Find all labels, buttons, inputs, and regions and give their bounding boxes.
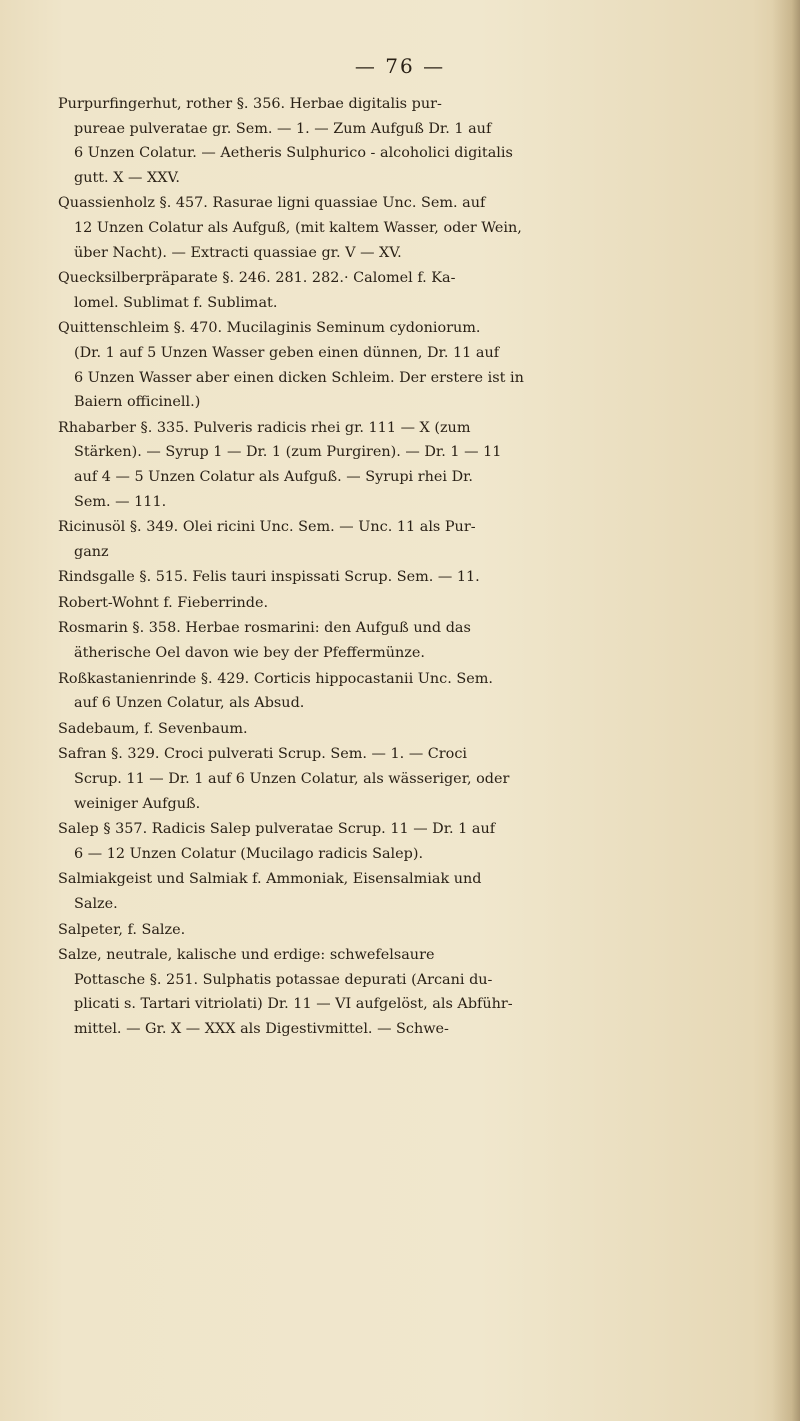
entry-line: weiniger Aufguß. — [74, 795, 201, 812]
entry-line: 12 Unzen Colatur als Aufguß, (mit kaltem Wasser, oder Wein, — [74, 219, 522, 236]
entry-line: pureae pulveratae gr. Sem. — 1. — Zum Aufguß Dr. 1 auf — [74, 120, 492, 137]
index-entry — [58, 266, 748, 315]
entry-line: Rhabarber §. 335. Pulveris radicis rhei gr. 111 — X (zum — [58, 419, 471, 436]
index-text — [58, 92, 748, 1043]
index-entry — [58, 742, 748, 816]
index-entry — [58, 918, 748, 943]
entry-line: mittel. — Gr. X — XXX als Digestivmittel. — Schwe- — [74, 1020, 449, 1037]
entry-line: Sem. — 111. — [74, 493, 167, 510]
entry-line: Quecksilberpräparate §. 246. 281. 282.· Calomel f. Ka- — [58, 270, 456, 287]
entry-line: Robert-Wohnt f. Fieberrinde. — [58, 594, 269, 611]
entry-line: 6 — 12 Unzen Colatur (Mucilago radicis Salep). — [74, 845, 424, 862]
entry-line: Scrup. 11 — Dr. 1 auf 6 Unzen Colatur, als wässeriger, oder — [74, 771, 510, 788]
entry-line: plicati s. Tartari vitriolati) Dr. 11 — VI aufgelöst, als Abführ- — [74, 996, 513, 1013]
entry-line: Sadebaum, f. Sevenbaum. — [58, 720, 248, 737]
entry-line: Rosmarin §. 358. Herbae rosmarini: den Aufguß und das — [58, 620, 471, 637]
entry-line: Ricinusöl §. 349. Olei ricini Unc. Sem. — Unc. 11 als Pur- — [58, 519, 476, 536]
entry-line: ganz — [74, 543, 109, 560]
entry-line: Roßkastanienrinde §. 429. Corticis hippocastanii Unc. Sem. — [58, 670, 493, 687]
index-entry — [58, 591, 748, 616]
index-entry — [58, 867, 748, 916]
index-entry — [58, 616, 748, 665]
index-entry — [58, 416, 748, 514]
entry-line: auf 6 Unzen Colatur, als Absud. — [74, 695, 305, 712]
entry-line: Pottasche §. 251. Sulphatis potassae depurati (Arcani du- — [74, 971, 493, 988]
entry-line: Salpeter, f. Salze. — [58, 921, 186, 938]
entry-line: 6 Unzen Wasser aber einen dicken Schleim. Der erstere ist in — [74, 369, 524, 386]
index-entry — [58, 667, 748, 716]
entry-line: (Dr. 1 auf 5 Unzen Wasser geben einen dünnen, Dr. 11 auf — [74, 344, 500, 361]
entry-line: 6 Unzen Colatur. — Aetheris Sulphurico - alcoholici digitalis — [74, 145, 513, 162]
entry-line: gutt. X — XXV. — [74, 169, 180, 186]
index-entry — [58, 817, 748, 866]
entry-line: Salze, neutrale, kalische und erdige: schwefelsaure — [58, 947, 435, 964]
index-entry — [58, 515, 748, 564]
index-entry — [58, 92, 748, 190]
index-entry — [58, 316, 748, 414]
entry-line: Purpurfingerhut, rother §. 356. Herbae digitalis pur- — [58, 96, 442, 112]
entry-line: über Nacht). — Extracti quassiae gr. V — XV. — [74, 244, 402, 261]
entry-line: Salze. — [74, 896, 118, 912]
entry-line: Quittenschleim §. 470. Mucilaginis Seminum cydoniorum. — [58, 320, 481, 337]
index-entry — [58, 565, 748, 590]
entry-line: Quassienholz §. 457. Rasurae ligni quassiae Unc. Sem. auf — [58, 195, 486, 212]
entry-line: Baiern officinell.) — [74, 394, 201, 411]
entry-line: Rindsgalle §. 515. Felis tauri inspissati Scrup. Sem. — 11. — [58, 569, 480, 586]
page-number: — 76 — — [354, 54, 446, 78]
entry-line: lomel. Sublimat f. Sublimat. — [74, 294, 278, 311]
index-entry — [58, 191, 748, 265]
page-spine-shadow — [772, 0, 800, 1421]
entry-line: ätherische Oel davon wie bey der Pfeffermünze. — [74, 645, 425, 662]
entry-line: Salmiakgeist und Salmiak f. Ammoniak, Eisensalmiak und — [58, 871, 482, 888]
index-entry — [58, 943, 748, 1041]
entry-line: Salep § 357. Radicis Salep pulveratae Scrup. 11 — Dr. 1 auf — [58, 821, 496, 838]
entry-line: Stärken). — Syrup 1 — Dr. 1 (zum Purgiren). — Dr. 1 — 11 — [74, 444, 502, 461]
index-entry — [58, 717, 748, 742]
entry-line: auf 4 — 5 Unzen Colatur als Aufguß. — Syrupi rhei Dr. — [74, 468, 473, 485]
entry-line: Safran §. 329. Croci pulverati Scrup. Sem. — 1. — Croci — [58, 746, 468, 763]
